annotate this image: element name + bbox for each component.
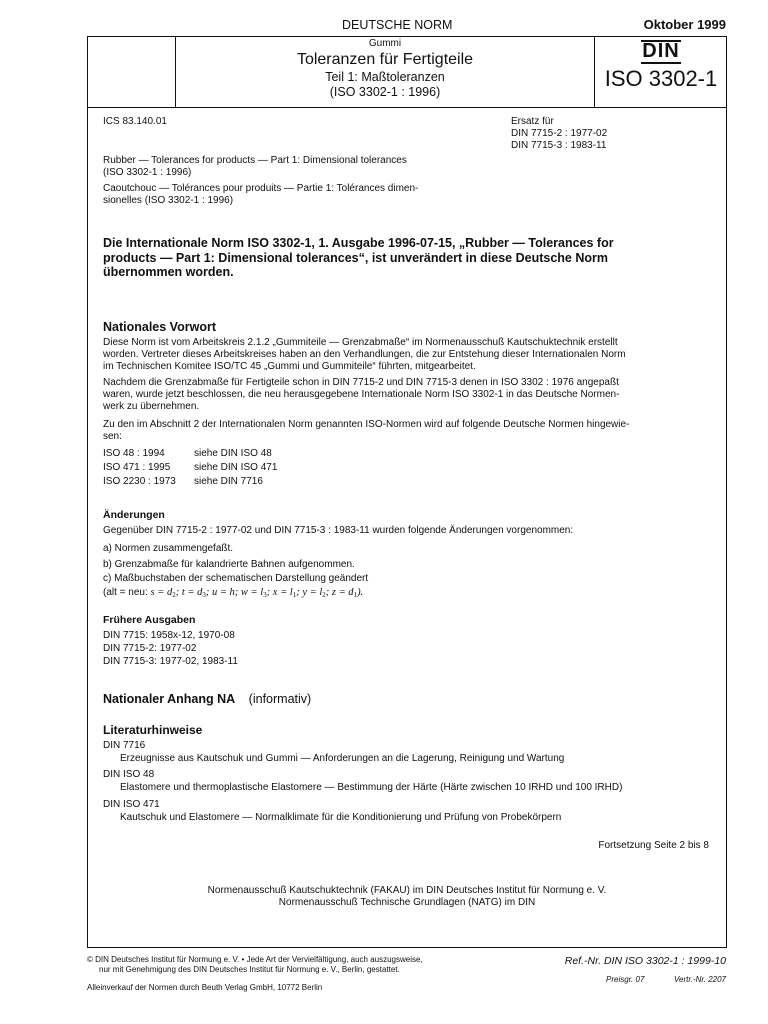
header-divider	[87, 107, 727, 108]
vorwort-line: worden. Vertreter dieses Arbeitskreises haben an den Verhandlungen, die zur Entstehung dieser Internationalen Norm	[103, 349, 626, 360]
vorwort-line: Nachdem die Grenzabmaße für Fertigteile schon in DIN 7715-2 und DIN 7715-3 denen in ISO 3302 : 1976 angepaßt	[103, 377, 619, 388]
title-english: (ISO 3302-1 : 1996)	[103, 167, 192, 178]
replaces-item: DIN 7715-2 : 1977-02	[511, 128, 608, 139]
annex-note: (informativ)	[248, 692, 312, 706]
replaces-label: Ersatz für	[511, 116, 554, 127]
vertrieb-number: Vertr.-Nr. 2207	[673, 975, 726, 984]
aenderungen-intro: Gegenüber DIN 7715-2 : 1977-02 und DIN 7715-3 : 1983-11 wurden folgende Änderungen vorgenommen:	[103, 525, 574, 536]
section-heading-aenderungen: Änderungen	[103, 509, 165, 521]
price-group: Preisgr. 07	[606, 975, 645, 984]
document-number: ISO 3302-1	[604, 66, 718, 91]
ref-iso: ISO 2230 : 1973	[103, 476, 176, 487]
ref-din: siehe DIN 7716	[194, 476, 263, 487]
replaces-item: DIN 7715-3 : 1983-11	[511, 140, 607, 151]
literature-ref: DIN 7716	[103, 740, 146, 751]
norm-type: DEUTSCHE NORM	[342, 18, 453, 32]
title-french: sionelles (ISO 3302-1 : 1996)	[103, 195, 234, 206]
document-part: Teil 1: Maßtoleranzen	[325, 70, 445, 84]
statement-line: übernommen worden.	[103, 265, 234, 279]
vorwort-line: werk zu übernehmen.	[103, 401, 200, 412]
din-logo-block	[596, 40, 726, 92]
formula-prefix: (alt = neu:	[103, 587, 151, 598]
edition-item: DIN 7715: 1958x-12, 1970-08	[103, 630, 235, 641]
ref-din: siehe DIN ISO 471	[194, 462, 278, 473]
annex-heading	[103, 692, 311, 706]
title-english: Rubber — Tolerances for products — Part 1: Dimensional tolerances	[103, 155, 407, 166]
vorwort-line: waren, wurde jetzt beschlossen, die neu herausgegebene Internationale Norm ISO 3302-1 in das Deutsche Normen-	[103, 389, 620, 400]
literature-text: Kautschuk und Elastomere — Normalklimate für die Konditionierung und Prüfung von Probekörpern	[120, 812, 562, 823]
ref-iso: ISO 471 : 1995	[103, 462, 171, 473]
copyright-line: © DIN Deutsches Institut für Normung e. V. • Jede Art der Vervielfältigung, auch auszugsweise,	[87, 955, 423, 964]
din-logo	[641, 40, 680, 64]
ref-din: siehe DIN ISO 48	[194, 448, 272, 459]
adoption-statement	[103, 236, 614, 280]
copyright-notice	[87, 955, 423, 975]
aenderungen-item: c) Maßbuchstaben der schematischen Darstellung geändert	[103, 573, 369, 584]
vorwort-line: Zu den im Abschnitt 2 der Internationalen Norm genannten ISO-Normen wird auf folgende Deutsche Normen hingewie-	[103, 419, 630, 430]
literature-text: Erzeugnisse aus Kautschuk und Gummi — Anforderungen an die Lagerung, Reinigung und Wartung	[120, 753, 565, 764]
formula: $s = d_2$; $t = d_3$; u = h; $w = l_3$; $x = l_1$; $y = l_2$; $z = d_1$).	[150, 587, 364, 599]
vorwort-line: sen:	[103, 431, 122, 442]
committee-line: Normenausschuß Kautschuktechnik (FAKAU) im DIN Deutsches Institut für Normung e. V.	[207, 885, 607, 896]
reference-number: Ref.-Nr. DIN ISO 3302-1 : 1999-10	[564, 955, 726, 967]
committee-line: Normenausschuß Technische Grundlagen (NATG) im DIN	[278, 897, 536, 908]
vorwort-line: im Technischen Komitee ISO/TC 45 „Gummi und Gummiteile“ führten, mitgearbeitet.	[103, 361, 476, 372]
committee-block	[87, 885, 727, 909]
ref-iso: ISO 48 : 1994	[103, 448, 165, 459]
issue-date: Oktober 1999	[643, 17, 726, 32]
edition-item: DIN 7715-2: 1977-02	[103, 643, 197, 654]
literature-ref: DIN ISO 471	[103, 799, 160, 810]
iso-reference: (ISO 3302-1 : 1996)	[329, 85, 441, 99]
aenderungen-item: a) Normen zusammengefaßt.	[103, 543, 234, 554]
category-label: Gummi	[368, 38, 402, 49]
title-block	[176, 38, 594, 100]
literature-ref: DIN ISO 48	[103, 769, 155, 780]
continuation-note: Fortsetzung Seite 2 bis 8	[598, 840, 709, 851]
copyright-line: nur mit Genehmigung des DIN Deutsches Institut für Normung e. V., Berlin, gestattet.	[99, 965, 400, 974]
title-french: Caoutchouc — Tolérances pour produits — Partie 1: Tolérances dimen-	[103, 183, 419, 194]
formula-line	[103, 587, 363, 601]
document-title: Toleranzen für Fertigteile	[296, 51, 474, 68]
statement-line: Die Internationale Norm ISO 3302-1, 1. Ausgabe 1996-07-15, „Rubber — Tolerances for	[103, 236, 614, 250]
vorwort-line: Diese Norm ist vom Arbeitskreis 2.1.2 „Gummiteile — Grenzabmaße“ im Normenausschuß Kautschuktechnik erstellt	[103, 337, 618, 348]
statement-line: products — Part 1: Dimensional tolerances“, ist unverändert in diese Deutsche Norm	[103, 250, 608, 265]
sales-notice: Alleinverkauf der Normen durch Beuth Verlag GmbH, 10772 Berlin	[87, 983, 323, 992]
edition-item: DIN 7715-3: 1977-02, 1983-11	[103, 656, 238, 667]
ics-code: ICS 83.140.01	[103, 116, 167, 127]
aenderungen-item: b) Grenzabmaße für kalandrierte Bahnen aufgenommen.	[103, 559, 355, 570]
annex-title: Nationaler Anhang NA	[103, 692, 236, 706]
section-heading-vorwort: Nationales Vorwort	[103, 320, 216, 334]
din-logo-text: DIN	[642, 40, 680, 62]
section-heading-fruehere: Frühere Ausgaben	[103, 614, 196, 626]
literature-text: Elastomere und thermoplastische Elastomere — Bestimmung der Härte (Härte zwischen 10 IRHD und 100 IRHD)	[120, 782, 623, 793]
section-heading-literatur: Literaturhinweise	[103, 723, 203, 737]
